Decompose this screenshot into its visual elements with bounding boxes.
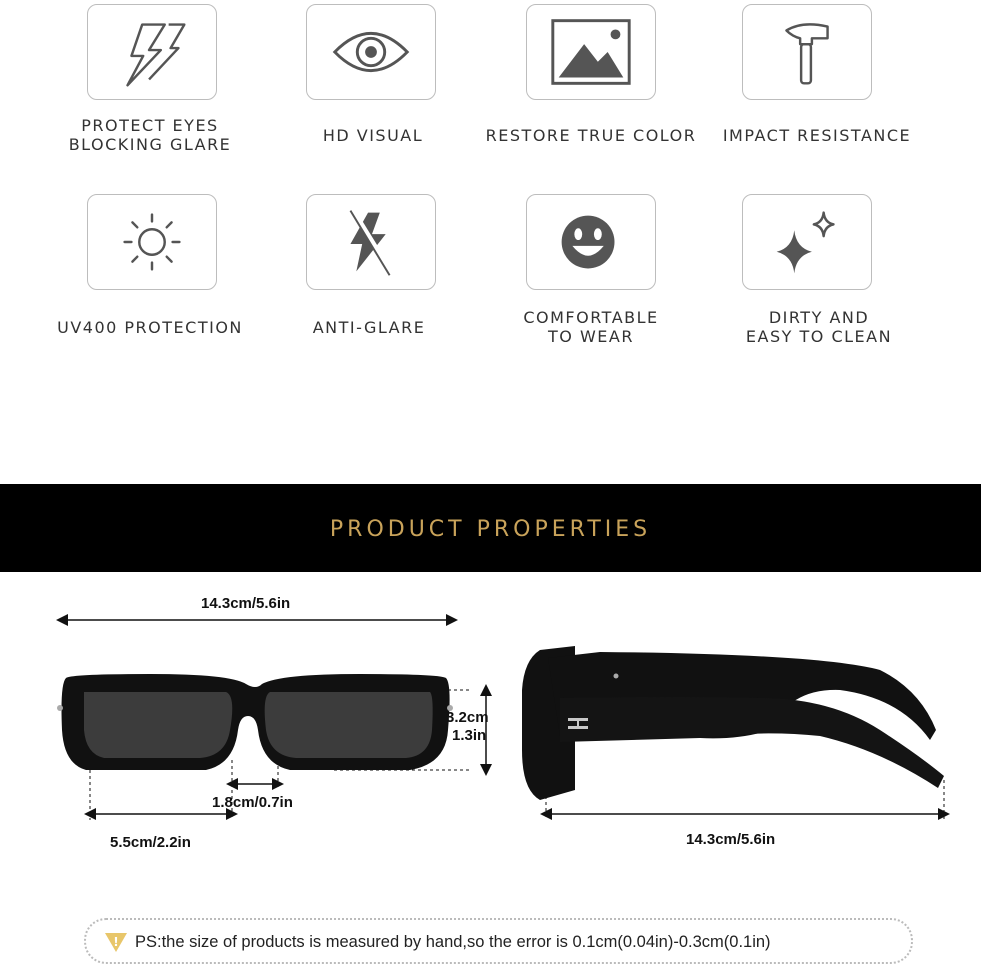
easy-clean-icon-box — [742, 194, 872, 290]
banner-title: PRODUCT PROPERTIES — [329, 517, 652, 542]
broken-lightning-icon — [307, 195, 435, 289]
hammer-icon — [743, 5, 871, 99]
sparkle-icon — [743, 195, 871, 289]
warning-icon — [103, 930, 129, 954]
impact-resistance-icon-box — [742, 4, 872, 100]
feature-label-true-color: RESTORE TRUE COLOR — [485, 126, 697, 145]
feature-label-hd-visual: HD VISUAL — [322, 126, 424, 145]
anti-glare-icon-box — [306, 194, 436, 290]
comfortable-icon-box — [526, 194, 656, 290]
front-width-label: 14.3cm/5.6in — [201, 595, 291, 612]
true-color-icon-box — [526, 4, 656, 100]
protect-eyes-icon-box — [87, 4, 217, 100]
sun-icon — [88, 195, 216, 289]
feature-label-impact: IMPACT RESISTANCE — [722, 126, 912, 145]
dimension-diagram — [0, 580, 981, 920]
lens-height-cm-label: 3.2cm — [446, 709, 489, 726]
eye-icon — [307, 5, 435, 99]
feature-label-comfortable: COMFORTABLE TO WEAR — [523, 308, 659, 346]
warning-symbol: ! — [113, 935, 119, 949]
uv400-icon-box — [87, 194, 217, 290]
side-sunglasses-image — [522, 646, 944, 800]
lightning-icon — [88, 5, 216, 99]
bridge-label: 1.8cm/0.7in — [212, 794, 293, 811]
lens-width-label: 5.5cm/2.2in — [110, 834, 191, 851]
feature-label-easy-clean: DIRTY AND EASY TO CLEAN — [745, 308, 893, 346]
product-properties-banner — [0, 484, 981, 572]
hd-visual-icon-box — [306, 4, 436, 100]
smiley-icon — [527, 195, 655, 289]
feature-label-protect-eyes: PROTECT EYES BLOCKING GLARE — [68, 116, 232, 154]
feature-label-anti-glare: ANTI-GLARE — [312, 318, 426, 337]
temple-length-label: 14.3cm/5.6in — [686, 831, 776, 848]
feature-label-uv400: UV400 PROTECTION — [57, 318, 243, 337]
lens-height-in-label: 1.3in — [452, 727, 487, 744]
front-sunglasses-image — [57, 674, 453, 770]
landscape-icon — [527, 5, 655, 99]
note-text: PS:the size of products is measured by hand,so the error is 0.1cm(0.04in)-0.3cm(0.1in) — [135, 933, 771, 951]
